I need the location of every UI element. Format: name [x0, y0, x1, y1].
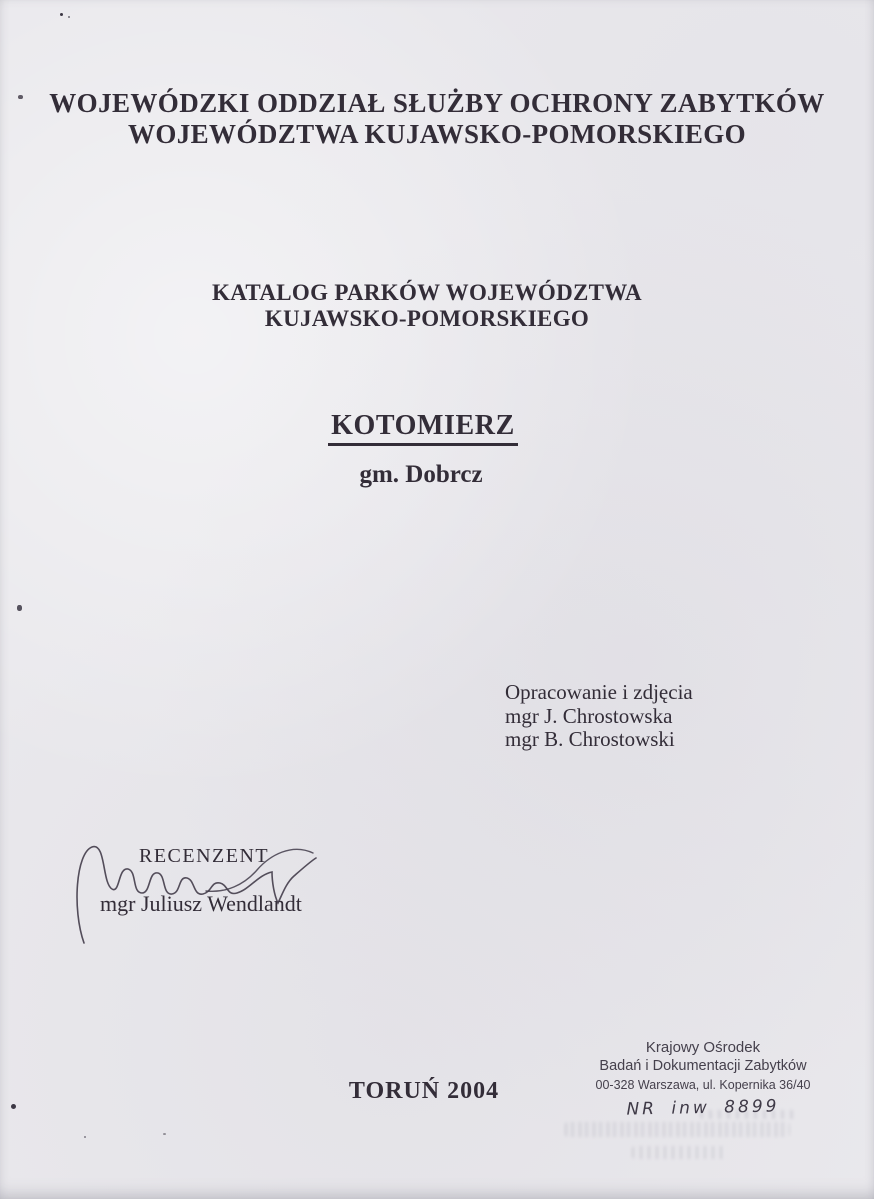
bleed-through-smudge	[700, 1110, 795, 1119]
reviewer-label: RECENZENT	[139, 845, 270, 867]
organization-header	[0, 88, 874, 150]
credits-block	[505, 681, 693, 752]
scan-speck	[163, 1133, 166, 1135]
credits-author-2: mgr B. Chrostowski	[505, 727, 675, 751]
credits-heading: Opracowanie i zdjęcia	[505, 680, 693, 704]
scan-speck	[17, 605, 22, 611]
scan-speck	[68, 16, 70, 18]
bleed-through-smudge	[565, 1122, 790, 1137]
commune-subtitle: gm. Dobrcz	[359, 461, 483, 488]
stamp-line1: Krajowy Ośrodek	[645, 1039, 761, 1056]
bleed-through-smudge	[632, 1146, 727, 1159]
main-title-text: KOTOMIERZ	[328, 410, 518, 446]
organization-name-line1: WOJEWÓDZKI ODDZIAŁ SŁUŻBY OCHRONY ZABYTKÓW	[49, 88, 825, 118]
institution-stamp	[583, 1038, 823, 1118]
credits-author-1: mgr J. Chrostowska	[505, 703, 673, 728]
series-title-line1: KATALOG PARKÓW WOJEWÓDZTWA	[212, 280, 642, 305]
catalog-series-title	[0, 280, 854, 332]
stamp-line2: Badań i Dokumentacji Zabytków	[599, 1058, 807, 1074]
scan-speck	[84, 1136, 86, 1138]
stamp-line3: 00-328 Warszawa, ul. Kopernika 36/40	[595, 1078, 811, 1092]
scan-speck	[60, 13, 63, 16]
reviewer-name: mgr Juliusz Wendlandt	[100, 891, 302, 916]
main-title	[0, 410, 846, 446]
handwritten-inventory-number: NR inw 8899	[626, 1096, 780, 1120]
series-title-line2: KUJAWSKO-POMORSKIEGO	[264, 306, 590, 331]
place-year: TORUŃ 2004	[348, 1078, 500, 1104]
organization-name-line2: WOJEWÓDZTWA KUJAWSKO-POMORSKIEGO	[127, 119, 747, 149]
